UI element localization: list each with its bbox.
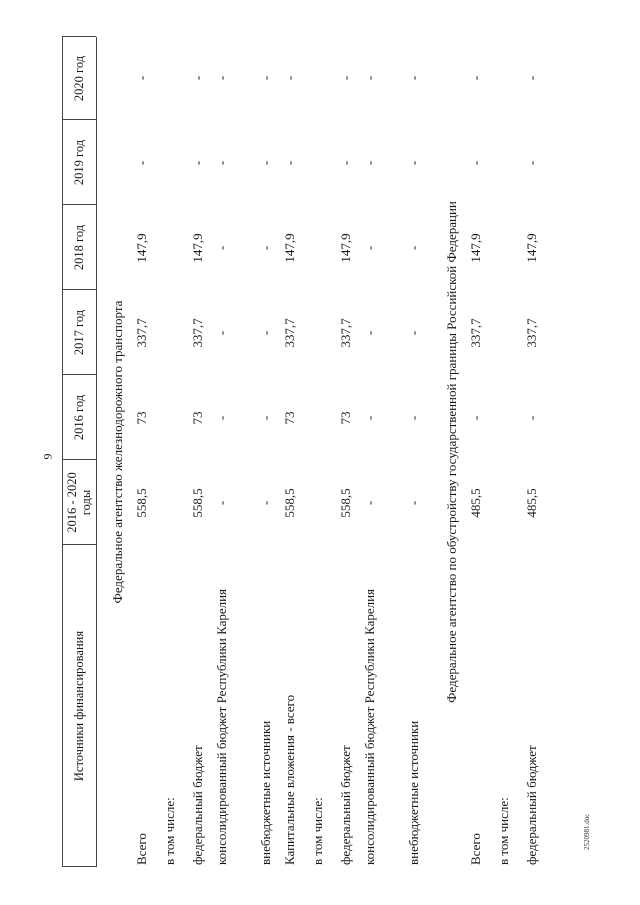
row-value: -: [362, 245, 377, 251]
row-label: в том числе:: [496, 797, 511, 865]
row-value: -: [214, 330, 229, 336]
row-value: -: [282, 75, 297, 81]
table-row: [362, 37, 396, 867]
row-value: -: [134, 75, 149, 81]
table-row: [310, 37, 330, 867]
row-value: 147,9: [468, 233, 483, 263]
row-label: Капитальные вложения - всего: [282, 694, 297, 865]
row-value: -: [214, 415, 229, 421]
row-value: 337,7: [524, 318, 539, 348]
row-value: 558,5: [134, 488, 149, 518]
row-value: 558,5: [282, 488, 297, 518]
row-value: -: [524, 160, 539, 166]
row-value: -: [406, 75, 421, 81]
row-value: -: [214, 75, 229, 81]
row-value: -: [214, 500, 229, 506]
table-row: [134, 37, 154, 867]
row-label: внебюджетные источники: [406, 720, 421, 865]
row-value: -: [258, 500, 273, 506]
table-row: [214, 37, 248, 867]
row-value: -: [406, 245, 421, 251]
row-value: 485,5: [524, 488, 539, 518]
row-value: -: [468, 75, 483, 81]
table-row: [282, 37, 302, 867]
table-row: [162, 37, 182, 867]
row-value: -: [406, 500, 421, 506]
row-value: 337,7: [282, 318, 297, 348]
header-sources: Источники финансирования: [72, 630, 86, 782]
row-value: -: [258, 415, 273, 421]
row-value: -: [258, 160, 273, 166]
footer-filename: 2520981.doc: [583, 813, 591, 850]
row-value: -: [362, 500, 377, 506]
row-label: Всего: [468, 833, 483, 865]
row-value: -: [468, 415, 483, 421]
row-value: -: [524, 75, 539, 81]
row-label: Всего: [134, 833, 149, 865]
header-2017: 2017 год: [72, 309, 86, 356]
section-title: Федеральное агентство по обустройству государственной границы Российской Федерации: [444, 201, 459, 703]
row-value: 147,9: [190, 233, 205, 263]
row-value: 485,5: [468, 488, 483, 518]
row-value: 73: [282, 411, 297, 425]
header-total-period: 2016 - 2020 годы: [65, 472, 93, 533]
row-value: -: [406, 160, 421, 166]
row-value: 558,5: [190, 488, 205, 518]
table-row: [190, 37, 210, 867]
row-value: 337,7: [338, 318, 353, 348]
row-value: -: [190, 160, 205, 166]
row-value: 147,9: [338, 233, 353, 263]
row-value: -: [524, 415, 539, 421]
row-label: в том числе:: [162, 797, 177, 865]
row-value: -: [214, 160, 229, 166]
row-label: внебюджетные источники: [258, 720, 273, 865]
row-value: -: [134, 160, 149, 166]
row-value: -: [468, 160, 483, 166]
row-value: 73: [338, 411, 353, 425]
row-value: 147,9: [524, 233, 539, 263]
header-2019: 2019 год: [72, 139, 86, 186]
table-row: [406, 37, 426, 867]
row-value: 337,7: [468, 318, 483, 348]
funding-table: [62, 37, 570, 867]
row-value: -: [258, 330, 273, 336]
table-row: [524, 37, 544, 867]
row-value: 147,9: [134, 233, 149, 263]
table-row: [468, 37, 488, 867]
row-value: -: [258, 75, 273, 81]
row-value: -: [282, 160, 297, 166]
row-value: -: [362, 415, 377, 421]
header-bottom-border: [96, 37, 97, 867]
row-value: 558,5: [338, 488, 353, 518]
row-value: -: [190, 75, 205, 81]
row-value: -: [258, 245, 273, 251]
section-title: Федеральное агентство железнодорожного транспорта: [110, 300, 125, 604]
row-label: федеральный бюджет: [190, 745, 205, 865]
table-row: [496, 37, 516, 867]
page-number: 9: [40, 453, 55, 460]
row-value: 337,7: [190, 318, 205, 348]
header-2020: 2020 год: [72, 55, 86, 102]
row-value: -: [406, 330, 421, 336]
row-label: федеральный бюджет: [524, 745, 539, 865]
header-2018: 2018 год: [72, 224, 86, 271]
row-value: -: [214, 245, 229, 251]
header-2016: 2016 год: [72, 394, 86, 441]
row-value: -: [362, 75, 377, 81]
row-value: -: [362, 330, 377, 336]
row-value: 337,7: [134, 318, 149, 348]
row-value: 73: [190, 411, 205, 425]
row-value: 147,9: [282, 233, 297, 263]
row-value: -: [338, 160, 353, 166]
row-label: консолидированный бюджет Республики Карелия: [362, 588, 377, 865]
row-label: в том числе:: [310, 797, 325, 865]
row-value: -: [362, 160, 377, 166]
row-value: -: [338, 75, 353, 81]
table-row: [338, 37, 358, 867]
row-label: федеральный бюджет: [338, 745, 353, 865]
table-row: [258, 37, 278, 867]
row-value: 73: [134, 411, 149, 425]
row-value: -: [406, 415, 421, 421]
row-label: консолидированный бюджет Республики Карелия: [214, 588, 229, 865]
